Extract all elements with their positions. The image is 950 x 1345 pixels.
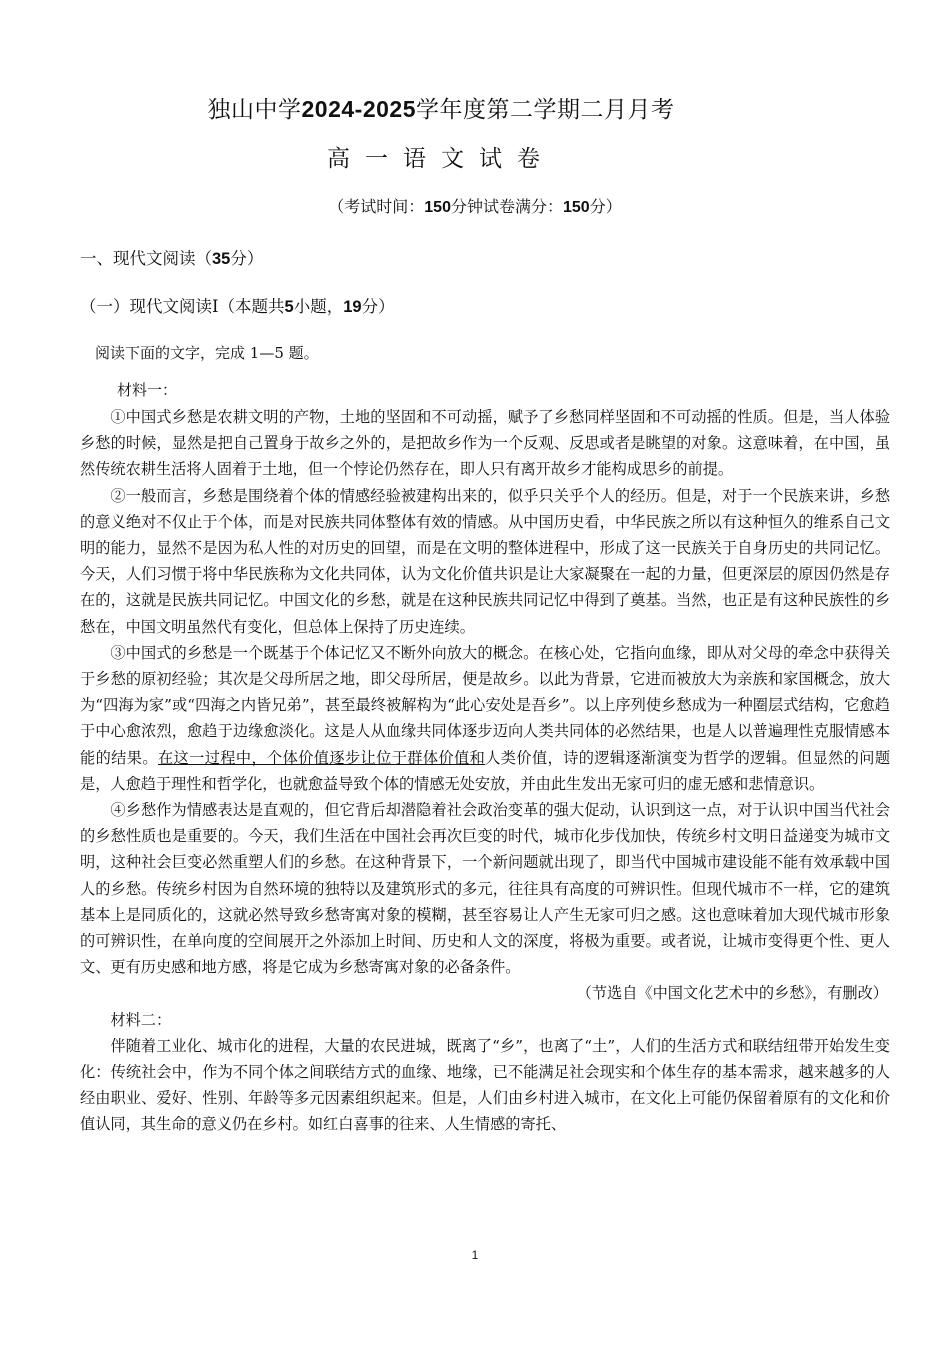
paragraph-1: ①中国式乡愁是农耕文明的产物，土地的坚固和不可动摇，赋予了乡愁同样坚固和不可动摇的性质。但是，当人体验乡愁的时候，显然是把自己置身于故乡之外的，是把故乡作为一个反观、反思或者是眺望的对象。这意味着，在中国，虽然传统农耕生活将人固着于土地，但一个悖论仍然存在，即人只有离开故乡才能构成思乡的前提。 [80, 408, 890, 479]
page-number: 1 [471, 1248, 479, 1262]
subsection-score: 19 [343, 298, 362, 316]
exam-full-score: 150 [563, 199, 590, 216]
material-2-paragraph-1: 伴随着工业化、城市化的进程，大量的农民进城，既离了“乡”，也离了“土”，人们的生活方式和联结纽带开始发生变化：传统社会中，作为不同个体之间联结方式的血缘、地缘，已不能满足社会现实和个体生存的基本需求，越来越多的人经由职业、爱好、性别、年龄等多元因素组织起来。但是，人们由乡村进入城市，在文化上可能仍保留着原有的文化和价值认同，其生命的意义仍在乡村。如红白喜事的往来、人生情感的寄托、 [80, 1036, 890, 1134]
subsection-heading-reading-1: （一）现代文阅读Ⅰ（本题共5小题，19分） [80, 297, 395, 316]
source-citation: （节选自《中国文化艺术中的乡愁》，有删改） [576, 984, 888, 1003]
material-2-label: 材料二： [110, 1010, 172, 1029]
paragraph-4: ④乡愁作为情感表达是直观的，但它背后却潜隐着社会政治变革的强大促动，认识到这一点，对于认识中国当代社会的乡愁性质也是重要的。今天，我们生活在中国社会再次巨变的时代，城市化步伐加快，传统乡村文明日益递变为城市文明，这种社会巨变必然重塑人们的乡愁。在这种背景下，一个新问题就出现了，即当代中国城市建设能不能有效承载中国人的乡愁。传统乡村因为自然环境的独特以及建筑形式的多元，往往具有高度的可辨识性。但现代城市不一样，它的建筑基本上是同质化的，这就必然导致乡愁寄寓对象的模糊，甚至容易让人产生无家可归之感。这也意味着加大现代城市形象的可辨识性，在单向度的空间展开之外添加上时间、历史和人文的深度，将极为重要。或者说，让城市变得更个性、更人文、更有历史感和地方感，将是它成为乡愁寄寓对象的必备条件。 [80, 801, 890, 977]
title-year: 2024-2025 [301, 96, 416, 122]
exam-title [0, 92, 882, 127]
question-count: 5 [284, 298, 294, 316]
exam-subtitle: 高一语文试卷 [327, 146, 555, 172]
title-term: 学年度第二学期二月月考 [416, 97, 675, 123]
section-score: 35 [212, 250, 231, 268]
passage-body [80, 404, 890, 1138]
title-school: 独山中学 [207, 97, 302, 123]
exam-info: （考试时间：150分钟试卷满分：150分） [328, 197, 622, 216]
exam-time: 150 [424, 199, 451, 216]
material-1-label: 材料一： [117, 381, 178, 399]
reading-instruction: 阅读下面的文字，完成 1—5 题。 [95, 344, 319, 362]
section-heading-modern-reading: 一、现代文阅读（35分） [80, 249, 264, 268]
paragraph-3: ③中国式的乡愁是一个既基于个体记忆又不断外向放大的概念。在核心处，它指向血缘，即从对父母的牵念中获得关于乡愁的原初经验；其次是父母所居之地，即父母所居，便是故乡。以此为背景，它进而被放大为亲族和家国概念，放大为“四海为家”或“四海之内皆兄弟”，甚至最终被解构为“此心安处是吾乡”。以上序列使乡愁成为一种圈层式结构，它愈趋于中心愈浓烈，愈趋于边缘愈淡化。这是人从血缘共同体逐步迈向人类共同体的必然结果，也是人以普遍理性克服情感本能的结果。在这一过程中，个体价值逐步让位于群体价值和人类价值，诗的逻辑逐渐演变为哲学的逻辑。但显然的问题是，人愈趋于理性和哲学化，也就愈益导致个体的情感无处安放，并由此生发出无家可归的虚无感和悲情意识。 [80, 643, 891, 793]
underlined-sentence: 在这一过程中，个体价值逐步让位于群体价值和 [157, 748, 486, 767]
paragraph-2: ②一般而言，乡愁是围绕着个体的情感经验被建构出来的，似乎只关乎个人的经历。但是，对于一个民族来讲，乡愁的意义绝对不仅止于个体，而是对民族共同体整体有效的情感。从中国历史看，中华民族之所以有这种恒久的维系自己文明的能力，显然不是因为私人性的对历史的回望，而是在文明的整体进程中，形成了这一民族关于自身历史的共同记忆。今天，人们习惯于将中华民族称为文化共同体，认为文化价值共识是让大家凝聚在一起的力量，但更深层的原因仍然是存在的，这就是民族共同记忆。中国文化的乡愁，就是在这种民族共同记忆中得到了奠基。当然，也正是有这种民族性的乡愁在，中国文明虽然代有变化，但总体上保持了历史连续。 [80, 486, 890, 636]
